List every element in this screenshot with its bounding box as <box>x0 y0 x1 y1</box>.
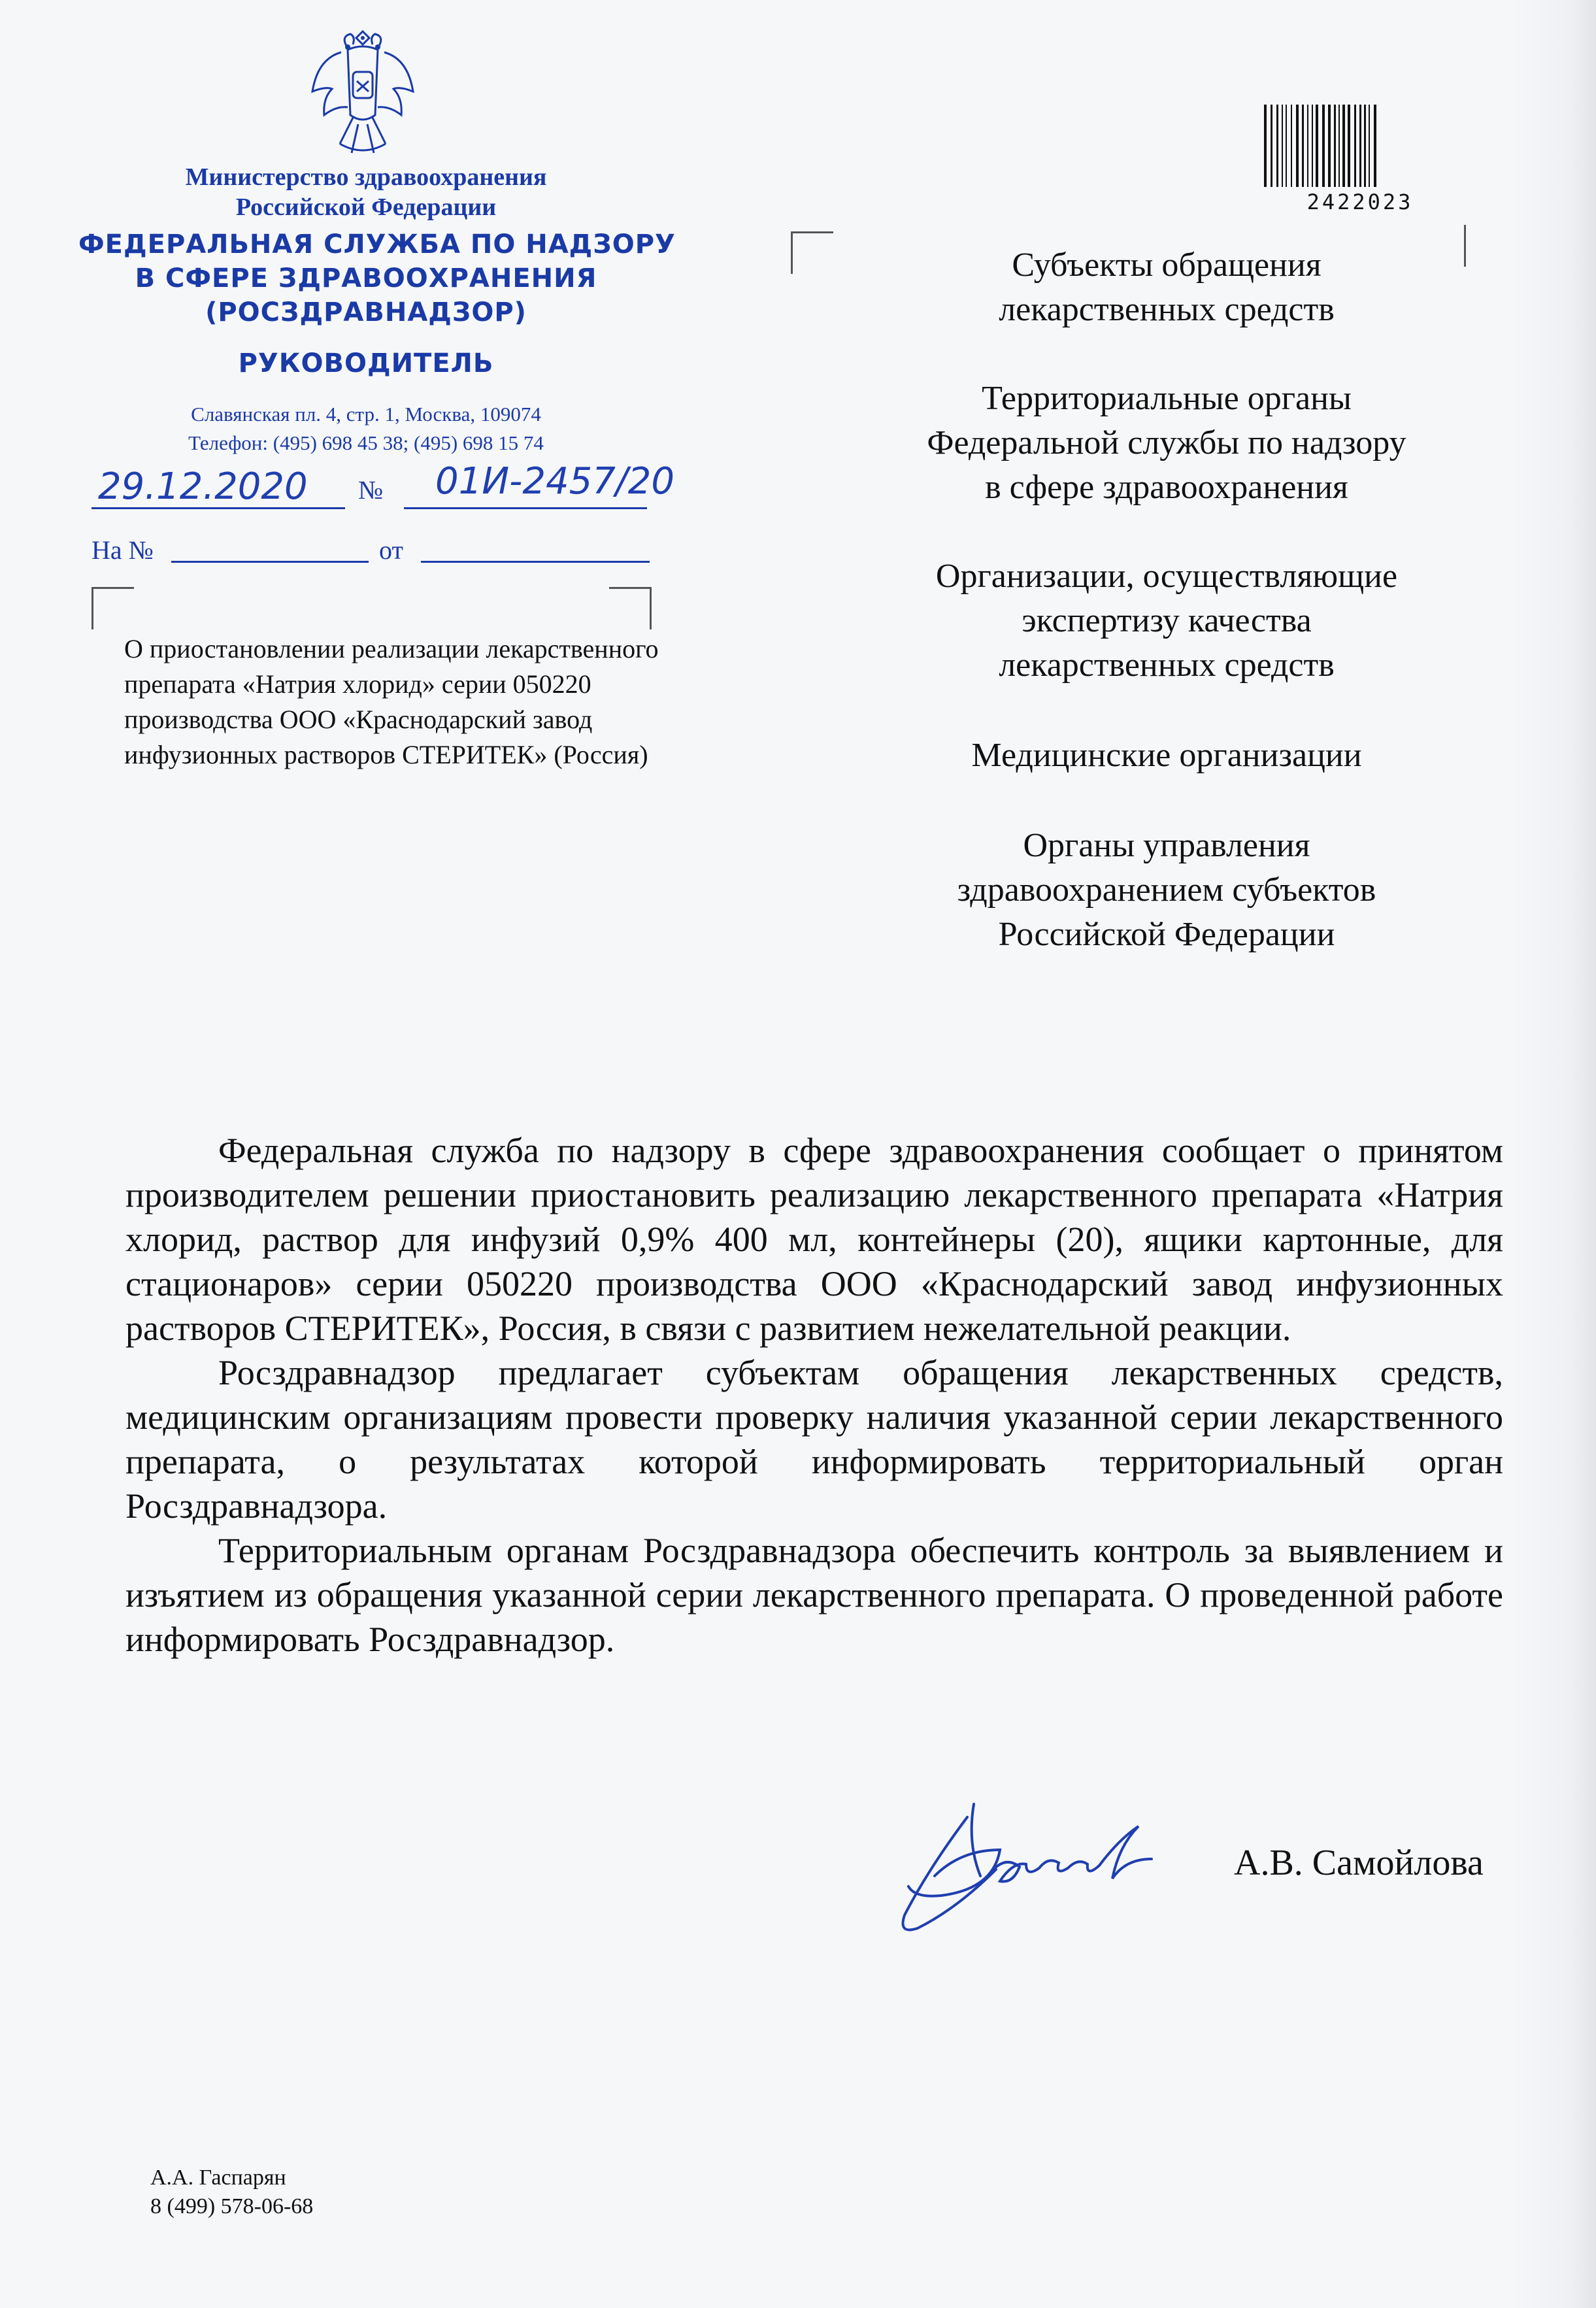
addressee-5-line1: Органы управления <box>1023 827 1310 864</box>
body-paragraph-2: Росздравнадзор предлагает субъектам обращения лекарственных средств, медицинским организациям провести проверку наличия указанной серии лекарственного препарата, о результатах которой информировать территориальный орган Росздравнадзора. <box>125 1353 1503 1526</box>
service-name-line1: ФЕДЕРАЛЬНАЯ СЛУЖБА ПО НАДЗОРУ <box>78 229 676 259</box>
service-name-line2: В СФЕРЕ ЗДРАВООХРАНЕНИЯ <box>135 263 597 293</box>
executor-name: А.А. Гаспарян <box>150 2166 286 2190</box>
barcode-bar <box>1302 105 1304 187</box>
addressee-3 <box>886 554 1448 688</box>
addressee-5 <box>886 824 1448 957</box>
barcode-bar <box>1342 105 1345 187</box>
reply-date-blank <box>421 561 650 563</box>
paper-edge-shadow <box>1511 0 1596 2308</box>
barcode-image <box>1261 105 1459 190</box>
barcode-bar <box>1296 105 1299 187</box>
barcode-bar <box>1348 105 1350 187</box>
barcode-bar <box>1271 105 1272 187</box>
subject-line1: О приостановлении реализации лекарственного <box>124 634 659 663</box>
body-paragraph-1: Федеральная служба по надзору в сфере здравоохранения сообщает о принятом производителем решении приостановить реализацию лекарственного препарата «Натрия хлорид, раствор для инфузий 0,9% 400 мл, контейнеры (20), ящики картонные, для стационаров» серии 050220 производства ООО «Краснодарский завод инфузионных растворов СТЕРИТЕК», Россия, в связи с развитием нежелательной реакции. <box>125 1131 1503 1348</box>
barcode-bar <box>1322 105 1325 187</box>
barcode-bar <box>1291 105 1292 187</box>
barcode-bar <box>1312 105 1313 187</box>
address-line2: Телефон: (495) 698 45 38; (495) 698 15 74 <box>188 431 544 454</box>
addressee-2-line2: Федеральной службы по надзору <box>927 424 1406 461</box>
service-block <box>78 227 676 380</box>
number-field <box>404 460 674 509</box>
subject-line2: препарата «Натрия хлорид» серии 050220 <box>124 669 591 699</box>
service-head-title: РУКОВОДИТЕЛЬ <box>238 348 494 378</box>
addressee-2-line1: Территориальные органы <box>982 380 1352 417</box>
signatory-name: А.В. Самойлова <box>1234 1843 1484 1883</box>
corner-mark-addressee-left <box>791 231 833 274</box>
barcode-bar <box>1359 105 1361 187</box>
reply-number-blank <box>171 561 369 563</box>
handwritten-number: 01И-2457/20 <box>435 460 674 503</box>
coat-of-arms-icon <box>307 26 418 160</box>
barcode-bar <box>1354 105 1356 187</box>
addressee-2 <box>886 376 1448 510</box>
barcode-bar <box>1334 105 1336 187</box>
address-block <box>124 400 608 458</box>
addressee-1-line1: Субъекты обращения <box>1012 246 1322 284</box>
executor-block <box>150 2164 313 2221</box>
barcode-bar <box>1316 105 1318 187</box>
ministry-name-line1: Министерство здравоохранения <box>185 163 547 191</box>
barcode-bar <box>1328 105 1331 187</box>
date-field <box>91 464 345 509</box>
ministry-name-line2: Российской Федерации <box>235 193 497 221</box>
corner-mark-left <box>91 587 134 629</box>
reply-number-label: На № <box>91 535 154 565</box>
reply-from-label: от <box>379 535 403 565</box>
addressee-1 <box>886 243 1448 332</box>
barcode-bar <box>1364 105 1366 187</box>
addressee-5-line3: Российской Федерации <box>998 916 1335 953</box>
barcode-bar <box>1338 105 1340 187</box>
addressee-3-line2: экспертизу качества <box>1022 602 1312 639</box>
service-name-line3: (РОСЗДРАВНАДЗОР) <box>205 297 527 327</box>
corner-mark-addressee-right <box>1463 225 1466 267</box>
barcode-bar <box>1286 105 1287 187</box>
barcode-bar <box>1374 105 1376 187</box>
addressee-3-line3: лекарственных средств <box>999 646 1335 684</box>
subject-line4: инфузионных растворов СТЕРИТЕК» (Россия) <box>124 740 648 769</box>
number-label: № <box>358 475 384 505</box>
barcode-bar <box>1276 105 1278 187</box>
corner-mark-right <box>609 587 652 629</box>
body-paragraph-3: Территориальным органам Росздравнадзора обеспечить контроль за выявлением и изъятием из обращения указанной серии лекарственного препарата. О проведенной работе информировать Росздравнадзор. <box>125 1531 1503 1659</box>
barcode-bar <box>1307 105 1308 187</box>
barcode-bar <box>1264 105 1267 187</box>
barcode-bar <box>1369 105 1370 187</box>
handwritten-date: 29.12.2020 <box>98 465 308 508</box>
letter-body <box>125 1128 1503 1662</box>
subject-block <box>124 631 778 773</box>
addressee-2-line3: в сфере здравоохранения <box>985 469 1348 506</box>
addressee-4 <box>886 733 1448 778</box>
addressee-4-line1: Медицинские организации <box>971 737 1362 774</box>
ministry-block <box>150 162 582 222</box>
executor-phone: 8 (499) 578-06-68 <box>150 2194 314 2218</box>
address-line1: Славянская пл. 4, стр. 1, Москва, 109074 <box>191 403 541 426</box>
addressee-3-line1: Организации, осуществляющие <box>935 558 1398 595</box>
barcode-bar <box>1282 105 1283 187</box>
barcode-number: 2422023 <box>1306 190 1414 214</box>
addressee-5-line2: здравоохранением субъектов <box>957 871 1376 909</box>
addressee-1-line2: лекарственных средств <box>999 291 1335 328</box>
handwritten-signature <box>895 1778 1229 1941</box>
subject-line3: производства ООО «Краснодарский завод <box>124 705 593 734</box>
